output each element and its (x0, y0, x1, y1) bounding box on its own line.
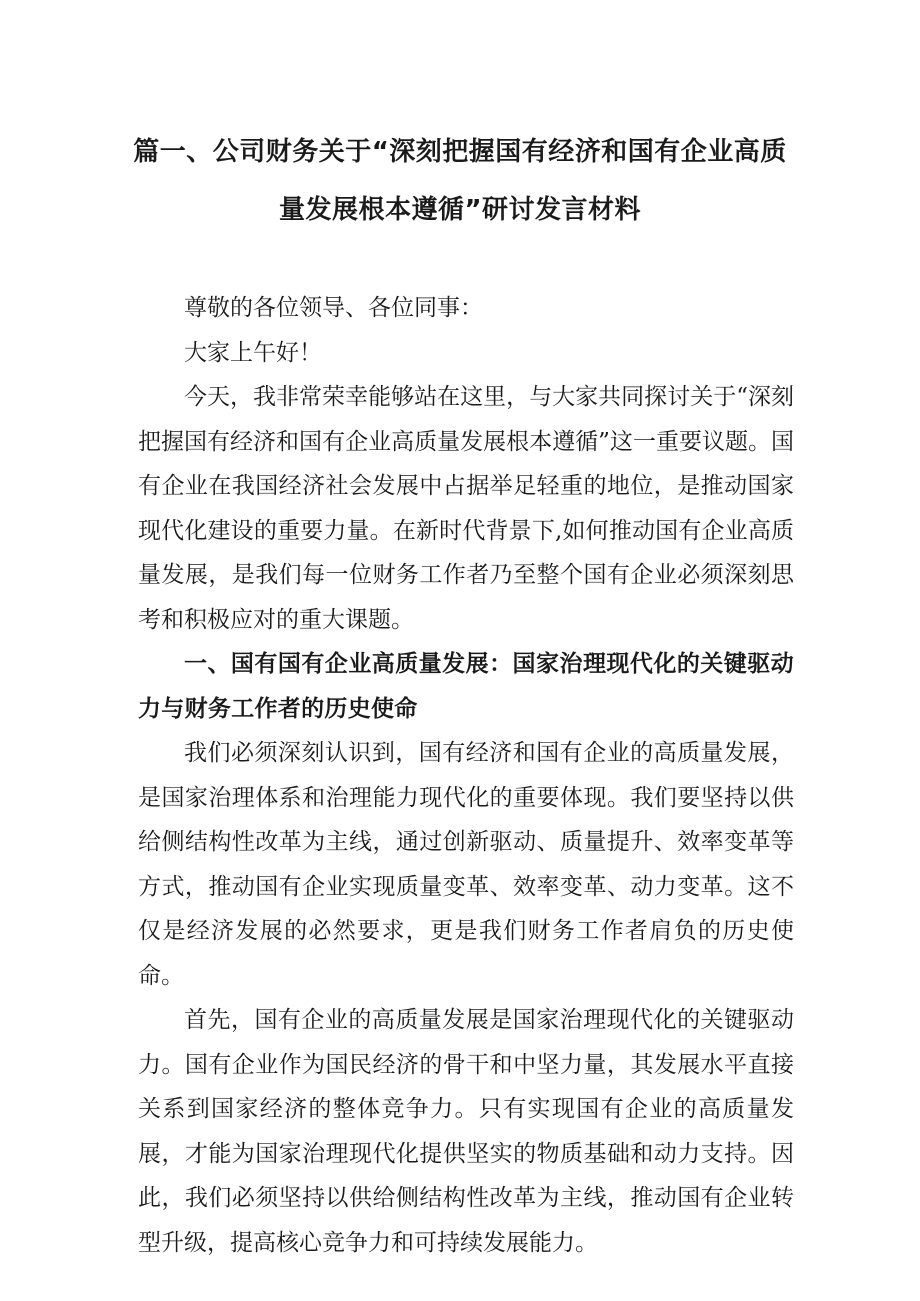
document-body (138, 286, 794, 1265)
salutation: 尊敬的各位领导、各位同事： (184, 295, 483, 321)
paragraph-first-point: 首先，国有企业的高质量发展是国家治理现代化的关键驱动力。国有企业作为国民经济的骨干和中坚力量，其发展水平直接关系到国家经济的整体竞争力。只有实现国有企业的高质量发展，才能为国家治理现代化提供坚实的物质基础和动力支持。因此，我们必须坚持以供给侧结构性改革为主线，推动国有企业转型升级，提高核心竞争力和可持续发展能力。 (138, 1007, 794, 1256)
section-heading-1: 一、国有国有企业高质量发展：国家治理现代化的关键驱动力与财务工作者的历史使命 (138, 651, 794, 722)
paragraph-section-1: 我们必须深刻认识到，国有经济和国有企业的高质量发展，是国家治理体系和治理能力现代化的重要体现。我们要坚持以供给侧结构性改革为主线，通过创新驱动、质量提升、效率变革等方式，推动国有企业实现质量变革、效率变革、动力变革。这不仅是经济发展的必然要求，更是我们财务工作者肩负的历史使命。 (138, 740, 794, 989)
paragraph-intro: 今天，我非常荣幸能够站在这里，与大家共同探讨关于“深刻把握国有经济和国有企业高质量发展根本遵循”这一重要议题。国有企业在我国经济社会发展中占据举足轻重的地位，是推动国家现代化建设的重要力量。在新时代背景下,如何推动国有企业高质量发展，是我们每一位财务工作者乃至整个国有企业必须深刻思考和积极应对的重大课题。 (138, 384, 794, 633)
document-title-line-2: 量发展根本遵循”研讨发言材料 (278, 195, 642, 225)
greeting: 大家上午好！ (184, 339, 322, 366)
document-title-line-1: 篇一、公司财务关于“深刻把握国有经济和国有企业高质 (133, 137, 787, 167)
